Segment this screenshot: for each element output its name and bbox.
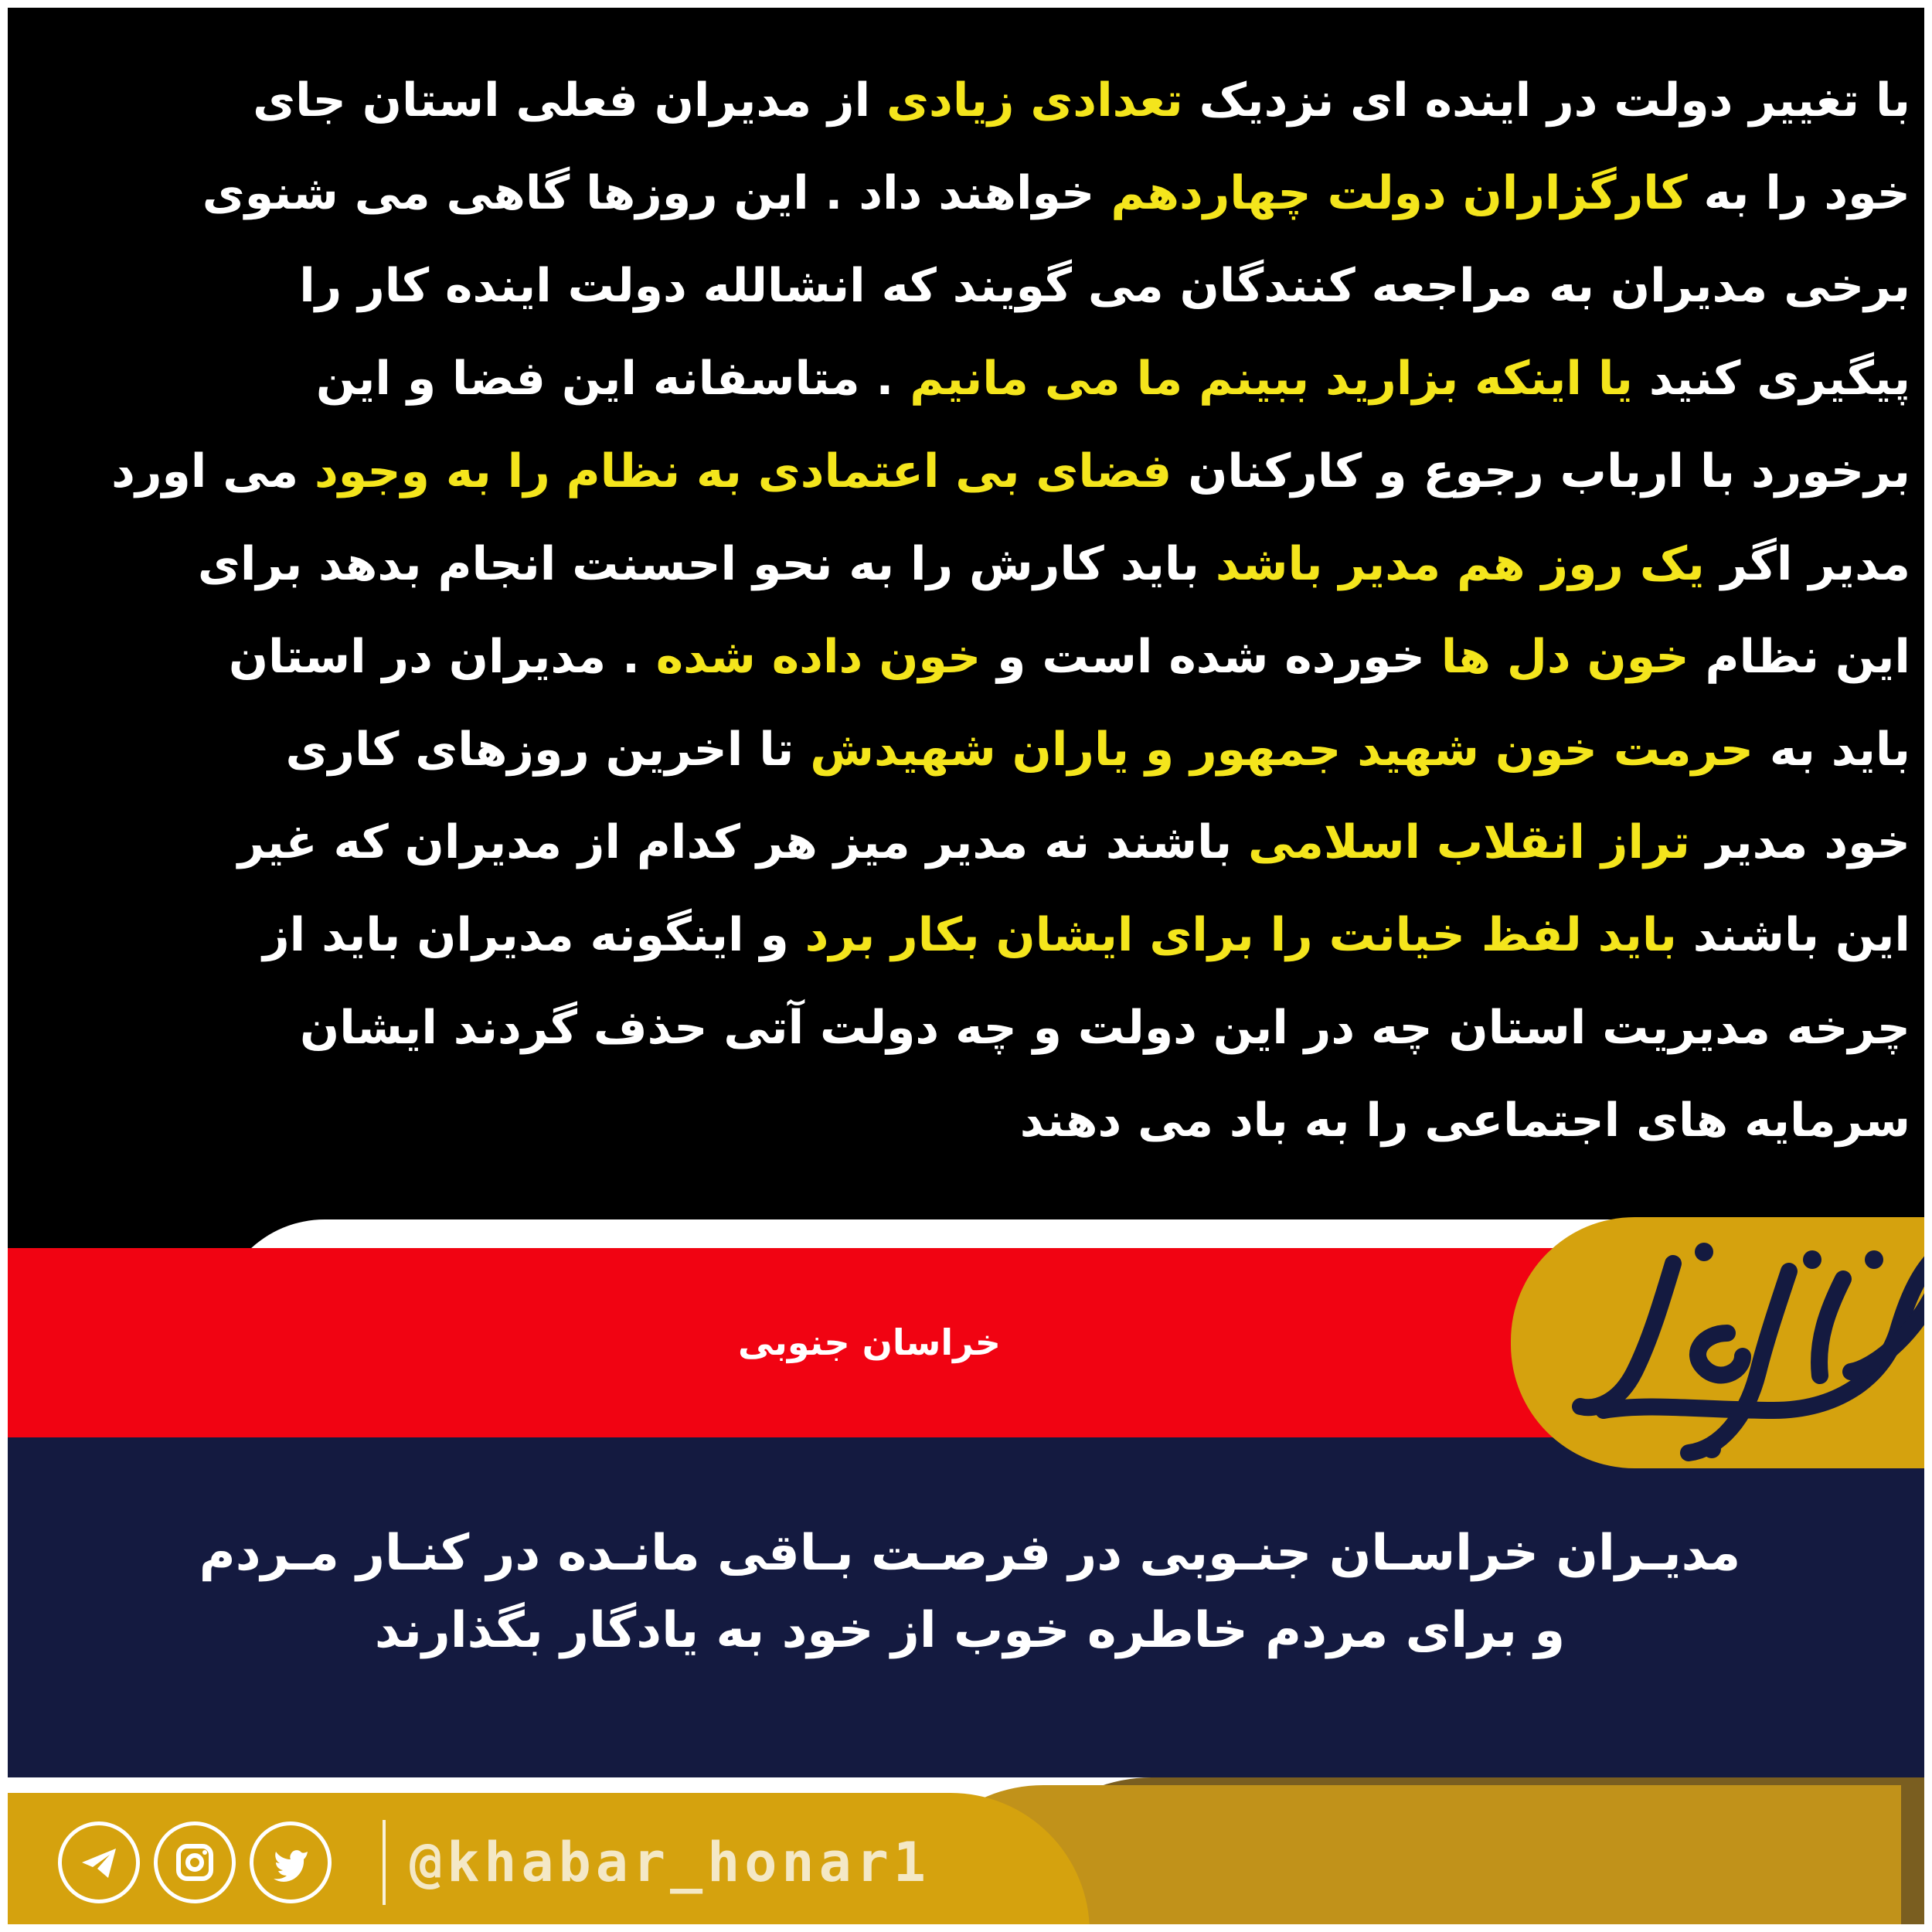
social-icons [58, 1820, 332, 1905]
body-panel [8, 8, 1924, 1225]
body-phrase: . مدیران در استان [228, 630, 656, 684]
social-handle[interactable]: @khabar_honar1 [410, 1831, 931, 1894]
highlighted-phrase: خون دل ها [1440, 630, 1689, 684]
body-phrase: خود مدیر [1689, 815, 1910, 869]
telegram-icon[interactable] [58, 1821, 140, 1903]
highlighted-phrase: یا اینکه بزارید ببینم ما می مانیم [910, 352, 1633, 406]
body-line [8, 332, 1910, 425]
body-phrase: خود را به [1687, 166, 1910, 220]
body-phrase: باید کارش را به نحو احسنت انجام بدهد برای [197, 537, 1216, 591]
body-phrase: . متاسفانه این فضا و این [315, 352, 910, 406]
body-line [8, 518, 1910, 611]
body-line [8, 147, 1910, 240]
highlighted-phrase: حرمت خون شهید جمهور و یاران شهیدش [810, 723, 1754, 777]
body-line [8, 611, 1910, 703]
highlighted-phrase: تعدادی زیادی [886, 73, 1183, 128]
body-phrase: خواهند داد . این روزها گاهی می شنوی [202, 166, 1111, 220]
body-phrase: با تغییر دولت در اینده ای نزدیک [1182, 73, 1910, 128]
body-phrase: مدیر اگر [1704, 537, 1910, 591]
body-line [8, 981, 1910, 1074]
highlighted-phrase: خون داده شده [655, 630, 981, 684]
body-phrase: باید به [1753, 723, 1910, 777]
body-line [8, 240, 1910, 332]
headline-line-1: مدیـران خراسـان جنـوبی در فرصـت بـاقی مانـده در کنـار مـردم [199, 1525, 1741, 1582]
body-phrase: باشند نه مدیر میز هر کدام از مدیران که غیر [237, 815, 1249, 869]
headline-line-2: و برای مردم خاطره خوب از خود به یادگار بگذارند [374, 1602, 1566, 1659]
body-phrase: از مدیران فعلی استان جای [253, 73, 887, 128]
body-line [8, 796, 1910, 889]
body-phrase: این نظام [1689, 630, 1910, 684]
body-phrase: تا اخرین روزهای کاری [285, 723, 811, 777]
body-phrase: چرخه مدیریت استان چه در این دولت و چه دولت آتی حذف گردند ایشان [300, 1001, 1910, 1055]
highlighted-phrase: فضای بی اعتمادی به نظام را به وجود [315, 444, 1172, 498]
highlighted-phrase: باید لفظ خیانت را برای ایشان بکار برد [804, 908, 1677, 962]
post-card [8, 8, 1924, 1924]
instagram-icon[interactable] [154, 1821, 236, 1903]
body-line [8, 703, 1910, 796]
body-phrase: این باشند [1676, 908, 1910, 962]
body-text [8, 54, 1910, 1167]
body-phrase: برخورد با ارباب رجوع و کارکنان [1172, 444, 1910, 498]
body-phrase: می اورد [111, 444, 315, 498]
body-phrase: و اینگونه مدیران باید از [263, 908, 805, 962]
body-line [8, 54, 1910, 147]
body-phrase: خورده شده است و [981, 630, 1441, 684]
body-line [8, 889, 1910, 981]
highlighted-phrase: کارگزاران دولت چهاردهم [1111, 166, 1688, 220]
province-label: خراسان جنوبی [738, 1321, 1001, 1363]
twitter-icon[interactable] [250, 1821, 332, 1903]
body-line [8, 1074, 1910, 1167]
headline [39, 1515, 1901, 1669]
footer-divider [383, 1820, 386, 1905]
body-phrase: پیگیری کنید [1632, 352, 1910, 406]
logo-calligraphy [1511, 1217, 1924, 1468]
body-phrase: برخی مدیران به مراجعه کنندگان می گویند که انشالله دولت اینده کار را [299, 259, 1910, 313]
highlighted-phrase: تراز انقلاب اسلامی [1248, 815, 1690, 869]
logo-badge [1511, 1217, 1924, 1468]
body-line [8, 425, 1910, 518]
body-phrase: سرمایه های اجتماعی را به باد می دهند [1019, 1094, 1910, 1148]
highlighted-phrase: یک روز هم مدیر باشد [1215, 537, 1705, 591]
